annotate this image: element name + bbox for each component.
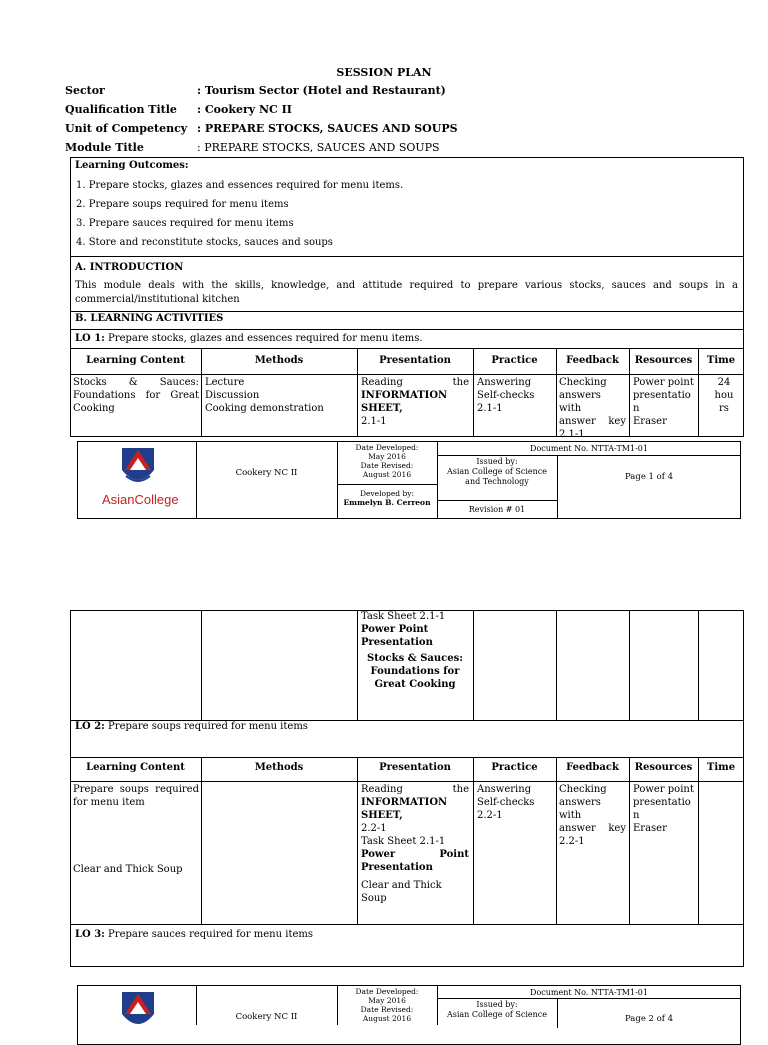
- lo3-label: LO 3:: [75, 929, 105, 940]
- outcome-item: 1. Prepare stocks, glazes and essences required for menu items.: [76, 180, 404, 191]
- learning-content-subtopic: Clear and Thick Soup: [73, 864, 183, 875]
- column-header: Resources: [634, 355, 693, 366]
- lo1-row: [75, 332, 423, 345]
- lo2-label: LO 2:: [75, 721, 105, 732]
- presentation-cell: Reading the INFORMATION SHEET, 2.2-1 Task Sheet 2.1-1 Power Point Presentation Clear and Thick Soup: [361, 784, 469, 904]
- methods-cell: Lecture Discussion Cooking demonstration: [205, 377, 324, 414]
- qualification-label: Qualification Title: [65, 103, 177, 116]
- lo2-row: [75, 720, 308, 733]
- resources-cell: Power point presentatio n Eraser: [633, 377, 694, 427]
- college-logo-icon: [118, 990, 158, 1024]
- column-header: Time: [706, 355, 736, 366]
- lo3-row: [75, 928, 313, 941]
- time-cell: 24 hou rs: [714, 377, 734, 414]
- developed-by-block: Developed by: Emmelyn B. Cerreon: [343, 489, 431, 507]
- feedback-cell: Checking answers with answer key 2.2-1: [559, 784, 626, 847]
- column-header: Time: [706, 762, 736, 773]
- column-header: Resources: [634, 762, 693, 773]
- learning-activities-heading: B. LEARNING ACTIVITIES: [75, 313, 224, 324]
- unit-label: Unit of Competency: [65, 122, 188, 135]
- column-header: Presentation: [379, 762, 451, 773]
- lo3-text: Prepare sauces required for menu items: [104, 929, 313, 940]
- qualification-value: : Cookery NC II: [197, 103, 292, 116]
- lo1-label: LO 1:: [75, 333, 105, 344]
- feedback-cell: Checking answers with answer key 2.1-1: [559, 377, 626, 440]
- module-label: Module Title: [65, 141, 144, 154]
- presentation-continued-cell: Task Sheet 2.1-1 Power Point Presentation Stocks & Sauces: Foundations for Great Cooking: [361, 611, 463, 690]
- column-header: Methods: [254, 355, 304, 366]
- learning-content-cell: Prepare soups required for menu item: [73, 784, 199, 808]
- column-header: Presentation: [379, 355, 451, 366]
- column-header: Practice: [491, 762, 538, 773]
- column-header: Learning Content: [86, 355, 185, 366]
- practice-cell: Answering Self-checks 2.2-1: [477, 784, 535, 821]
- column-header: Learning Content: [86, 762, 185, 773]
- outcome-item: 4. Store and reconstitute stocks, sauces and soups: [76, 237, 333, 248]
- college-logo-text: AsianCollege: [102, 492, 179, 507]
- revision-number: Revision # 01: [468, 505, 526, 514]
- outcome-item: 3. Prepare sauces required for menu items: [76, 218, 294, 229]
- college-logo-icon: [118, 446, 158, 490]
- date-block: Date Developed: May 2016 Date Revised: August 2016: [355, 443, 419, 479]
- footer-qualification: Cookery NC II: [235, 1012, 298, 1022]
- page-number: Page 1 of 4: [624, 472, 674, 482]
- introduction-heading: A. INTRODUCTION: [75, 262, 184, 273]
- learning-outcomes-heading: Learning Outcomes:: [75, 160, 189, 171]
- column-header: Methods: [254, 762, 304, 773]
- lo2-text: Prepare soups required for menu items: [104, 721, 308, 732]
- document-number: Document No. NTTA-TM1-01: [530, 444, 648, 453]
- issued-by-block: Issued by: Asian College of Science and Technology: [446, 457, 548, 486]
- document-number: Document No. NTTA-TM1-01: [530, 988, 648, 997]
- page-number: Page 2 of 4: [624, 1014, 674, 1024]
- learning-content-cell: Stocks & Sauces: Foundations for Great Cooking: [73, 377, 199, 414]
- sector-label: Sector: [65, 84, 105, 97]
- practice-cell: Answering Self-checks 2.1-1: [477, 377, 535, 414]
- lo1-text: Prepare stocks, glazes and essences required for menu items.: [104, 333, 423, 344]
- sector-value: : Tourism Sector (Hotel and Restaurant): [197, 84, 446, 97]
- footer-qualification: Cookery NC II: [235, 468, 298, 478]
- column-header: Feedback: [566, 762, 619, 773]
- page-title: SESSION PLAN: [336, 66, 432, 79]
- presentation-cell: Reading the INFORMATION SHEET, 2.1-1: [361, 377, 469, 427]
- unit-value: : PREPARE STOCKS, SAUCES AND SOUPS: [197, 122, 458, 135]
- date-block: Date Developed: May 2016 Date Revised: August 2016: [355, 987, 419, 1023]
- module-value: : PREPARE STOCKS, SAUCES AND SOUPS: [197, 141, 440, 154]
- introduction-text: This module deals with the skills, knowledge, and attitude required to prepare various stocks, sauces and soups in a: [75, 280, 738, 291]
- column-header: Practice: [491, 355, 538, 366]
- issued-by-block: Issued by: Asian College of Science: [446, 1000, 548, 1019]
- introduction-text-2: commercial/institutional kitchen: [75, 294, 240, 305]
- outcome-item: 2. Prepare soups required for menu items: [76, 199, 289, 210]
- resources-cell: Power point presentatio n Eraser: [633, 784, 694, 834]
- column-header: Feedback: [566, 355, 619, 366]
